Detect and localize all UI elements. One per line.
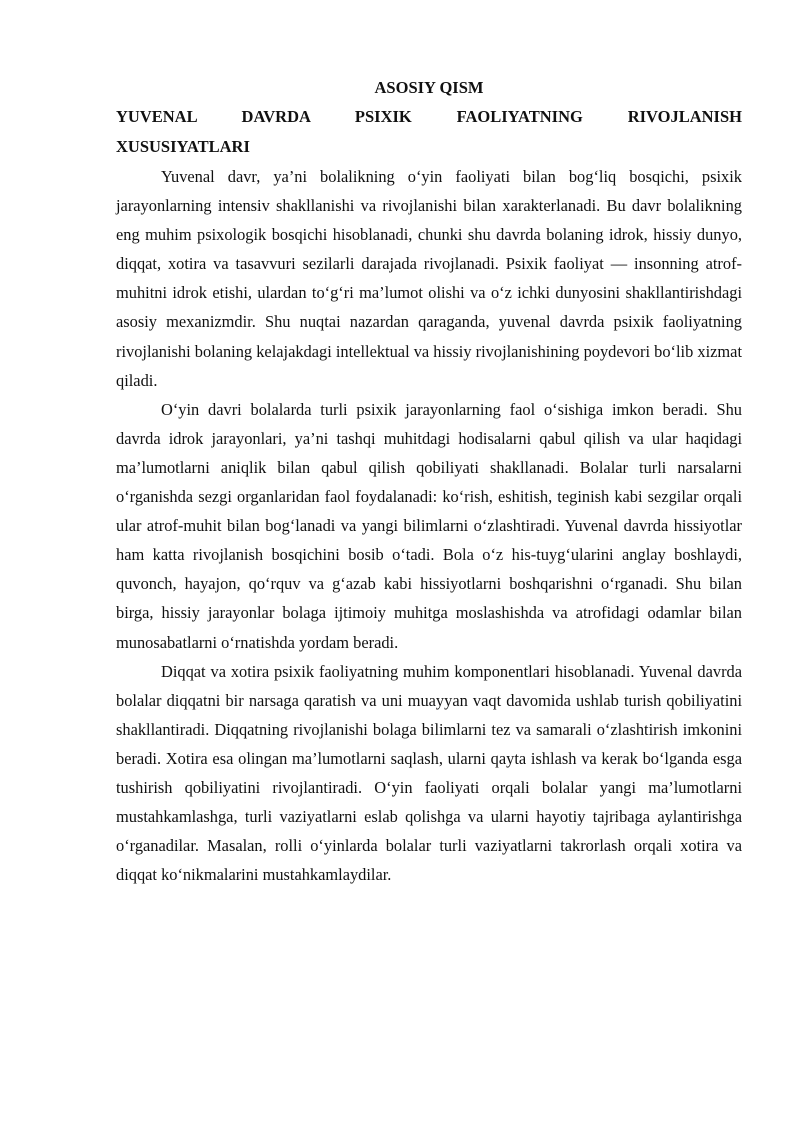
chapter-title-line-1: YUVENAL DAVRDA PSIXIK FAOLIYATNING RIVOJLANISH [116,107,742,126]
section-heading: ASOSIY QISM [374,78,484,97]
chapter-title [116,102,742,162]
paragraph-2: O‘yin davri bolalarda turli psixik jarayonlarning faol o‘sishiga imkon beradi. Shu davrda idrok jarayonlari, ya’ni tashqi muhitdagi hodisalarni qabul qilish va ular haqidagi ma’lumotlarni aniqlik bilan qabul qilish qobiliyati shakllanadi. Bolalar turli narsalarni o‘rganishda sezgi organlaridan faol foydalanadi: ko‘rish, eshitish, teginish kabi sezgilar orqali ular atrof-muhit bilan bog‘lanadi va yangi bilimlarni o‘zlashtiradi. Yuvenal davrda hissiyotlar ham katta rivojlanish bosqichini bosib o‘tadi. Bola o‘z his-tuyg‘ularini anglay boshlaydi, quvonch, hayajon, qo‘rquv va g‘azab kabi hissiyotlarni boshqarishni o‘rganadi. Shu bilan birga, hissiy jarayonlar bolaga ijtimoiy muhitga moslashishda va atrofidagi odamlar bilan munosabatlarni o‘rnatishda yordam beradi. [116,399,742,652]
chapter-title-line-2: XUSUSIYATLARI [116,137,250,156]
document-page [116,74,742,889]
paragraph-3: Diqqat va xotira psixik faoliyatning muhim komponentlari hisoblanadi. Yuvenal davrda bolalar diqqatni bir narsaga qaratish va uni muayyan vaqt davomida ushlab turish qobiliyatini shakllantiradi. Diqqatning rivojlanishi bolaga bilimlarni tez va samarali o‘zlashtirish imkonini beradi. Xotira esa olingan ma’lumotlarni saqlash, ularni qayta ishlash va kerak bo‘lganda esga tushirish qobiliyatini rivojlantiradi. O‘yin faoliyati orqali bolalar yangi ma’lumotlarni mustahkamlashga, turli vaziyatlarni eslab qolishga va ularni hayotiy tajribaga aylantirishga o‘rganadilar. Masalan, rolli o‘yinlarda bolalar turli vaziyatlarni takrorlash orqali xotira va diqqat ko‘nikmalarini mustahkamlaydilar. [116,661,742,885]
paragraph-1: Yuvenal davr, ya’ni bolalikning o‘yin faoliyati bilan bog‘liq bosqichi, psixik jarayonlarning intensiv shakllanishi va rivojlanishi bilan xarakterlanadi. Bu davr bolalikning eng muhim psixologik bosqichi hisoblanadi, chunki shu davrda bolaning idrok, hissiy dunyo, diqqat, xotira va tasavvuri sezilarli darajada rivojlanadi. Psixik faoliyat — insonning atrof-muhitni idrok etishi, ulardan to‘g‘ri ma’lumot olishi va o‘z ichki dunyosini shakllantirishdagi asosiy mexanizmdir. Shu nuqtai nazardan qaraganda, yuvenal davrda psixik faoliyatning rivojlanishi bolaning kelajakdagi intellektual va hissiy rivojlanishining poydevori bo‘lib xizmat qiladi. [116,167,742,390]
